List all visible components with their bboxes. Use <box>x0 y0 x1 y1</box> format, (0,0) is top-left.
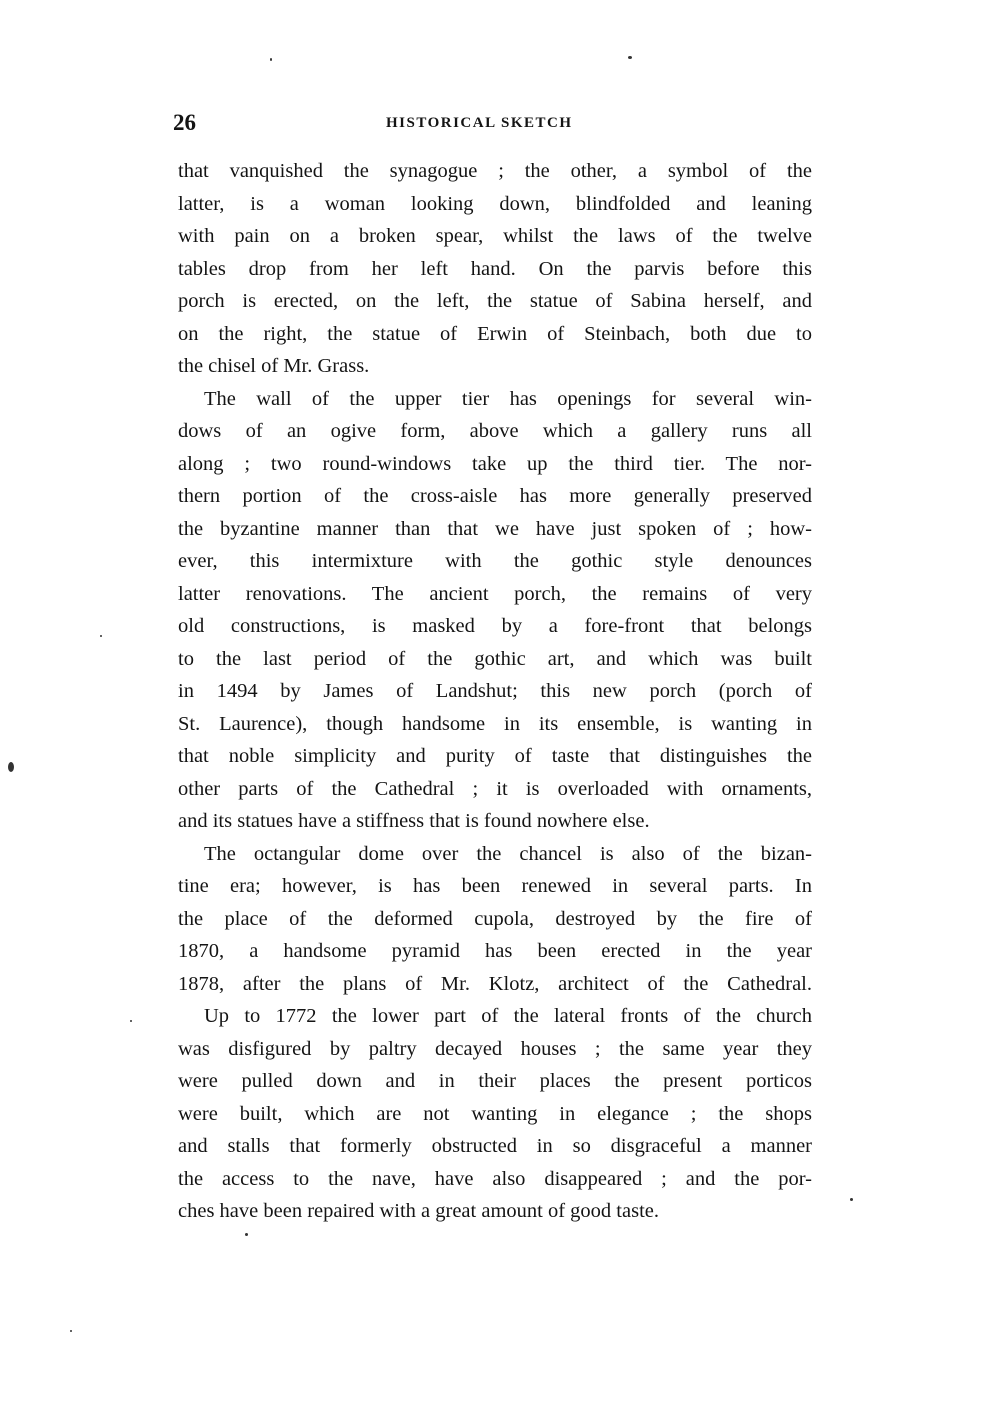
text-line: were built, which are not wanting in elegance ; the shops <box>178 1102 812 1125</box>
text-line: and its statues have a stiffness that is found nowhere else. <box>178 810 650 832</box>
text-line: other parts of the Cathedral ; it is overloaded with ornaments, <box>178 777 812 800</box>
text-line: 1878, after the plans of Mr. Klotz, architect of the Cathedral. <box>178 972 812 995</box>
text-line: dows of an ogive form, above which a gallery runs all <box>178 420 812 442</box>
text-line: in 1494 by James of Landshut; this new porch (porch of <box>178 680 812 702</box>
text-line: along ; two round-windows take up the third tier. The nor- <box>178 452 812 475</box>
scan-speck <box>270 58 272 61</box>
text-line: thern portion of the cross-aisle has more generally preserved <box>178 485 812 507</box>
text-line: and stalls that formerly obstructed in so disgraceful a manner <box>178 1135 812 1157</box>
text-line: latter renovations. The ancient porch, the remains of very <box>178 582 812 605</box>
text-line: that vanquished the synagogue ; the other, a symbol of the <box>178 160 812 182</box>
text-line: 1870, a handsome pyramid has been erected in the year <box>178 940 812 962</box>
text-line: on the right, the statue of Erwin of Steinbach, both due to <box>178 322 812 345</box>
text-line: latter, is a woman looking down, blindfolded and leaning <box>178 192 812 215</box>
text-line: was disfigured by paltry decayed houses ; the same year they <box>178 1037 812 1060</box>
scan-speck <box>628 56 632 59</box>
running-head: HISTORICAL SKETCH <box>386 115 573 131</box>
text-line: The wall of the upper tier has openings for several win- <box>204 387 812 410</box>
text-line: that noble simplicity and purity of taste that distinguishes the <box>178 745 812 767</box>
text-line: ever, this intermixture with the gothic style denounces <box>178 550 812 572</box>
text-line: old constructions, is masked by a fore-front that belongs <box>178 615 812 637</box>
scan-speck <box>850 1198 853 1201</box>
text-line: to the last period of the gothic art, and which was built <box>178 647 812 670</box>
text-line: with pain on a broken spear, whilst the laws of the twelve <box>178 225 812 247</box>
text-line: tine era; however, is has been renewed in several parts. In <box>178 875 812 897</box>
scan-speck <box>8 762 14 772</box>
text-line: St. Laurence), though handsome in its ensemble, is wanting in <box>178 712 812 735</box>
text-line: the place of the deformed cupola, destroyed by the fire of <box>178 907 812 930</box>
text-line: tables drop from her left hand. On the parvis before this <box>178 257 812 280</box>
scan-speck <box>100 635 102 637</box>
text-line: were pulled down and in their places the present porticos <box>178 1070 812 1092</box>
scan-speck <box>70 1330 72 1332</box>
text-line: Up to 1772 the lower part of the lateral fronts of the church <box>204 1005 812 1027</box>
scan-speck <box>245 1233 248 1236</box>
scan-speck <box>130 1020 132 1022</box>
text-line: the byzantine manner than that we have just spoken of ; how- <box>178 517 812 540</box>
text-line: the access to the nave, have also disappeared ; and the por- <box>178 1167 812 1190</box>
body-text <box>178 155 812 1228</box>
page-header <box>173 110 813 138</box>
text-line: porch is erected, on the left, the statue of Sabina herself, and <box>178 290 812 312</box>
page-number: 26 <box>173 110 196 135</box>
text-line: The octangular dome over the chancel is also of the bizan- <box>204 842 812 865</box>
text-line: the chisel of Mr. Grass. <box>178 355 370 377</box>
text-line: ches have been repaired with a great amount of good taste. <box>178 1200 659 1222</box>
